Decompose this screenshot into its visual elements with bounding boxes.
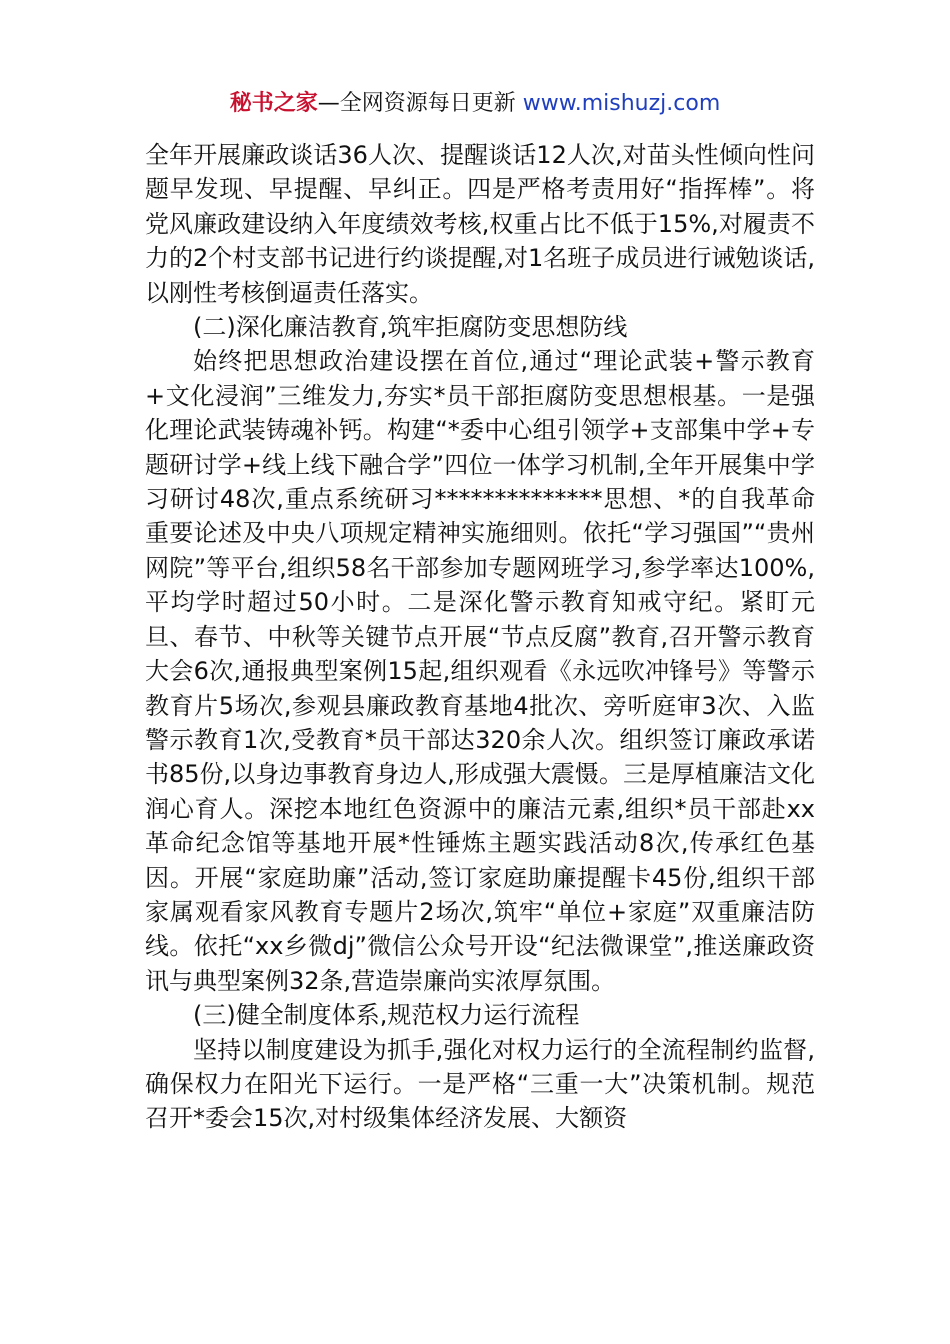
paragraph-education: 始终把思想政治建设摆在首位,通过“理论武装+警示教育+文化浸润”三维发力,夯实*员干部拒腐防变思想根基。一是强化理论武装铸魂补钙。构建“*委中心组引领学+支部集中学+专题研讨学+线上线下融合学”四位一体学习机制,全年开展集中学习研讨48次,重点系统研习**************思想、*的自我革命重要论述及中央八项规定精神实施细则。依托“学习强国”“贵州网院”等平台,组织58名干部参加专题网班学习,参学率达100%,平均学时超过50小时。二是深化警示教育知戒守纪。紧盯元旦、春节、中秋等关键节点开展“节点反腐”教育,召开警示教育大会6次,通报典型案例15起,组织观看《永远吹冲锋号》等警示教育片5场次,参观县廉政教育基地4批次、旁听庭审3次、入监警示教育1次,受教育*员干部达320余人次。组织签订廉政承诺书85份,以身边事教育身边人,形成强大震慑。三是厚植廉洁文化润心育人。深挖本地红色资源中的廉洁元素,组织*员干部赴xx革命纪念馆等基地开展*性锤炼主题实践活动8次,传承红色基因。开展“家庭助廉”活动,签订家庭助廉提醒卡45份,组织干部家属观看家风教育专题片2场次,筑牢“单位+家庭”双重廉洁防线。依托“xx乡微dj”微信公众号开设“纪法微课堂”,推送廉政资讯与典型案例32条,营造崇廉尚实浓厚氛围。 <box>145 347 815 995</box>
header-dash: — <box>317 91 340 116</box>
page-header <box>0 88 950 120</box>
section-heading-2: (二)深化廉洁教育,筑牢拒腐防变思想防线 <box>193 313 628 342</box>
header-slogan: 全网资源每日更新 <box>339 91 516 116</box>
document-body <box>145 138 815 1136</box>
site-brand: 秘书之家 <box>229 91 318 116</box>
section-heading-3: (三)健全制度体系,规范权力运行流程 <box>193 1001 580 1030</box>
site-url-link[interactable]: www.mishuzj.com <box>522 91 721 116</box>
paragraph-continuation: 全年开展廉政谈话36人次、提醒谈话12人次,对苗头性倾向性问题早发现、早提醒、早纠正。四是严格考责用好“指挥棒”。将党风廉政建设纳入年度绩效考核,权重占比不低于15%,对履责不力的2个村支部书记进行约谈提醒,对1名班子成员进行诫勉谈话,以刚性考核倒逼责任落实。 <box>145 141 815 307</box>
paragraph-system: 坚持以制度建设为抓手,强化对权力运行的全流程制约监督,确保权力在阳光下运行。一是严格“三重一大”决策机制。规范召开*委会15次,对村级集体经济发展、大额资 <box>145 1035 815 1133</box>
